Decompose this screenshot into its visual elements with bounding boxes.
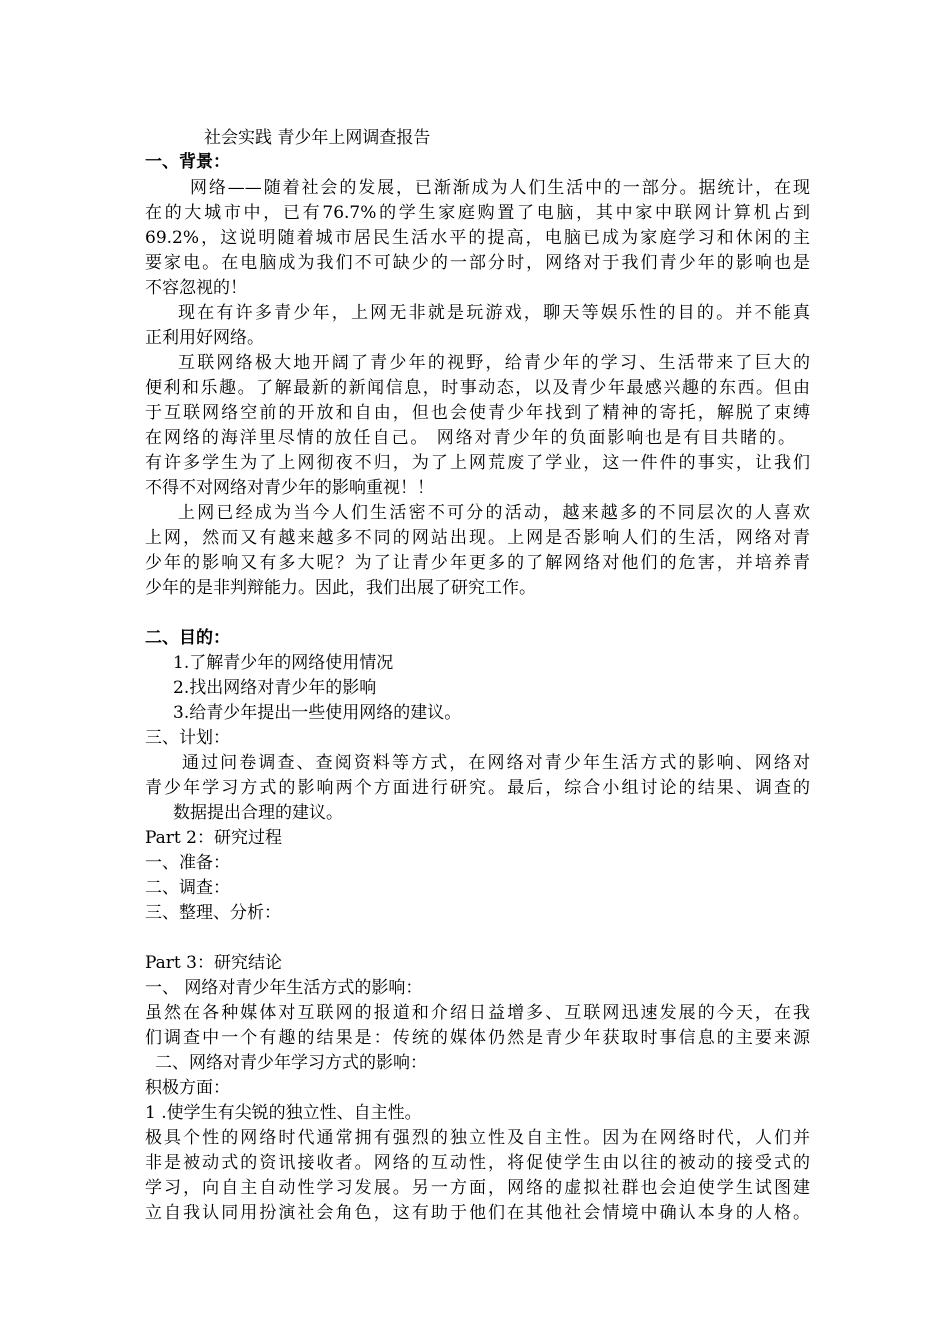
paragraph-line: 要家电。在电脑成为我们不可缺少的一部分时，网络对于我们青少年的影响也是 <box>145 253 810 273</box>
paragraph-line: 正利用好网络。 <box>145 328 264 348</box>
paragraph-line: 69.2%，这说明随着城市居民生活水平的提高，电脑已成为家庭学习和休闲的主 <box>145 228 810 248</box>
subsection-heading: 一、 网络对青少年生活方式的影响： <box>145 978 423 998</box>
paragraph-line: 极具个性的网络时代通常拥有强烈的独立性及自主性。因为在网络时代，人们并 <box>145 1128 810 1148</box>
paragraph-line: 少年的是非判辩能力。因此，我们出展了研究工作。 <box>145 578 536 598</box>
paragraph-line: 通过问卷调查、查阅资料等方式，在网络对青少年生活方式的影响、网络对 <box>182 753 810 773</box>
section-heading-purpose: 二、目的： <box>145 628 230 648</box>
paragraph-line: 互联网络极大地开阔了青少年的视野，给青少年的学习、生活带来了巨大的 <box>178 353 810 373</box>
paragraph-line: 学习，向自主自动性学习发展。另一方面，网络的虚拟社群也会迫使学生试图建 <box>145 1178 810 1198</box>
section-heading-background: 一、背景： <box>145 152 230 172</box>
subsection-heading: 三、整理、分析： <box>145 903 281 923</box>
paragraph-line: 不容忽视的！ <box>145 278 247 298</box>
list-item: 3.给青少年提出一些使用网络的建议。 <box>173 703 462 723</box>
paragraph-line: 现在有许多青少年，上网无非就是玩游戏，聊天等娱乐性的目的。并不能真 <box>178 303 810 323</box>
paragraph-line: 有许多学生为了上网彻夜不归，为了上网荒废了学业，这一件件的事实，让我们 <box>145 453 810 473</box>
paragraph-line: 立自我认同用扮演社会角色，这有助于他们在其他社会情境中确认本身的人格。 <box>145 1203 810 1223</box>
list-item: 1 .使学生有尖锐的独立性、自主性。 <box>145 1103 422 1123</box>
paragraph-line: 们调查中一个有趣的结果是：传统的媒体仍然是青少年获取时事信息的主要来源 <box>145 1028 810 1048</box>
list-item: 1.了解青少年的网络使用情况 <box>173 653 394 673</box>
paragraph-line: 在网络的海洋里尽情的放任自己。 网络对青少年的负面影响也是有目共睹的。 <box>145 428 795 448</box>
page-title: 社会实践 青少年上网调查报告 <box>204 128 431 148</box>
paragraph-line: 虽然在各种媒体对互联网的报道和介绍日益增多、互联网迅速发展的今天，在我 <box>145 1003 810 1023</box>
part-heading-2: Part 2：研究过程 <box>145 828 282 848</box>
paragraph-line: 便利和乐趣。了解最新的新闻信息，时事动态，以及青少年最感兴趣的东西。但由 <box>145 378 810 398</box>
paragraph-line: 不得不对网络对青少年的影响重视！！ <box>145 478 434 498</box>
paragraph-line: 非是被动式的资讯接收者。网络的互动性，将促使学生由以往的被动的接受式的 <box>145 1153 810 1173</box>
subsection-heading: 二、调查： <box>145 878 230 898</box>
section-heading-plan: 三、计划： <box>145 728 230 748</box>
paragraph-line: 青少年学习方式的影响两个方面进行研究。最后，综合小组讨论的结果、调查的 <box>145 778 810 798</box>
part-heading-3: Part 3：研究结论 <box>145 953 282 973</box>
paragraph-line: 于互联网络空前的开放和自由，但也会使青少年找到了精神的寄托，解脱了束缚 <box>145 403 810 423</box>
paragraph-line: 在的大城市中，已有76.7%的学生家庭购置了电脑，其中家中联网计算机占到 <box>145 203 810 223</box>
paragraph-line: 数据提出合理的建议。 <box>173 803 343 823</box>
paragraph-line: 上网，然而又有越来越多不同的网站出现。上网是否影响人们的生活，网络对青 <box>145 528 810 548</box>
paragraph-line: 网络——随着社会的发展，已渐渐成为人们生活中的一部分。据统计，在现 <box>190 178 810 198</box>
subsection-heading: 二、网络对青少年学习方式的影响： <box>155 1053 427 1073</box>
paragraph-line: 少年的影响又有多大呢？为了让青少年更多的了解网络对他们的危害，并培养青 <box>145 553 810 573</box>
paragraph-heading: 积极方面： <box>145 1078 230 1098</box>
subsection-heading: 一、准备： <box>145 853 230 873</box>
list-item: 2.找出网络对青少年的影响 <box>173 678 377 698</box>
paragraph-line: 上网已经成为当今人们生活密不可分的活动，越来越多的不同层次的人喜欢 <box>178 503 810 523</box>
